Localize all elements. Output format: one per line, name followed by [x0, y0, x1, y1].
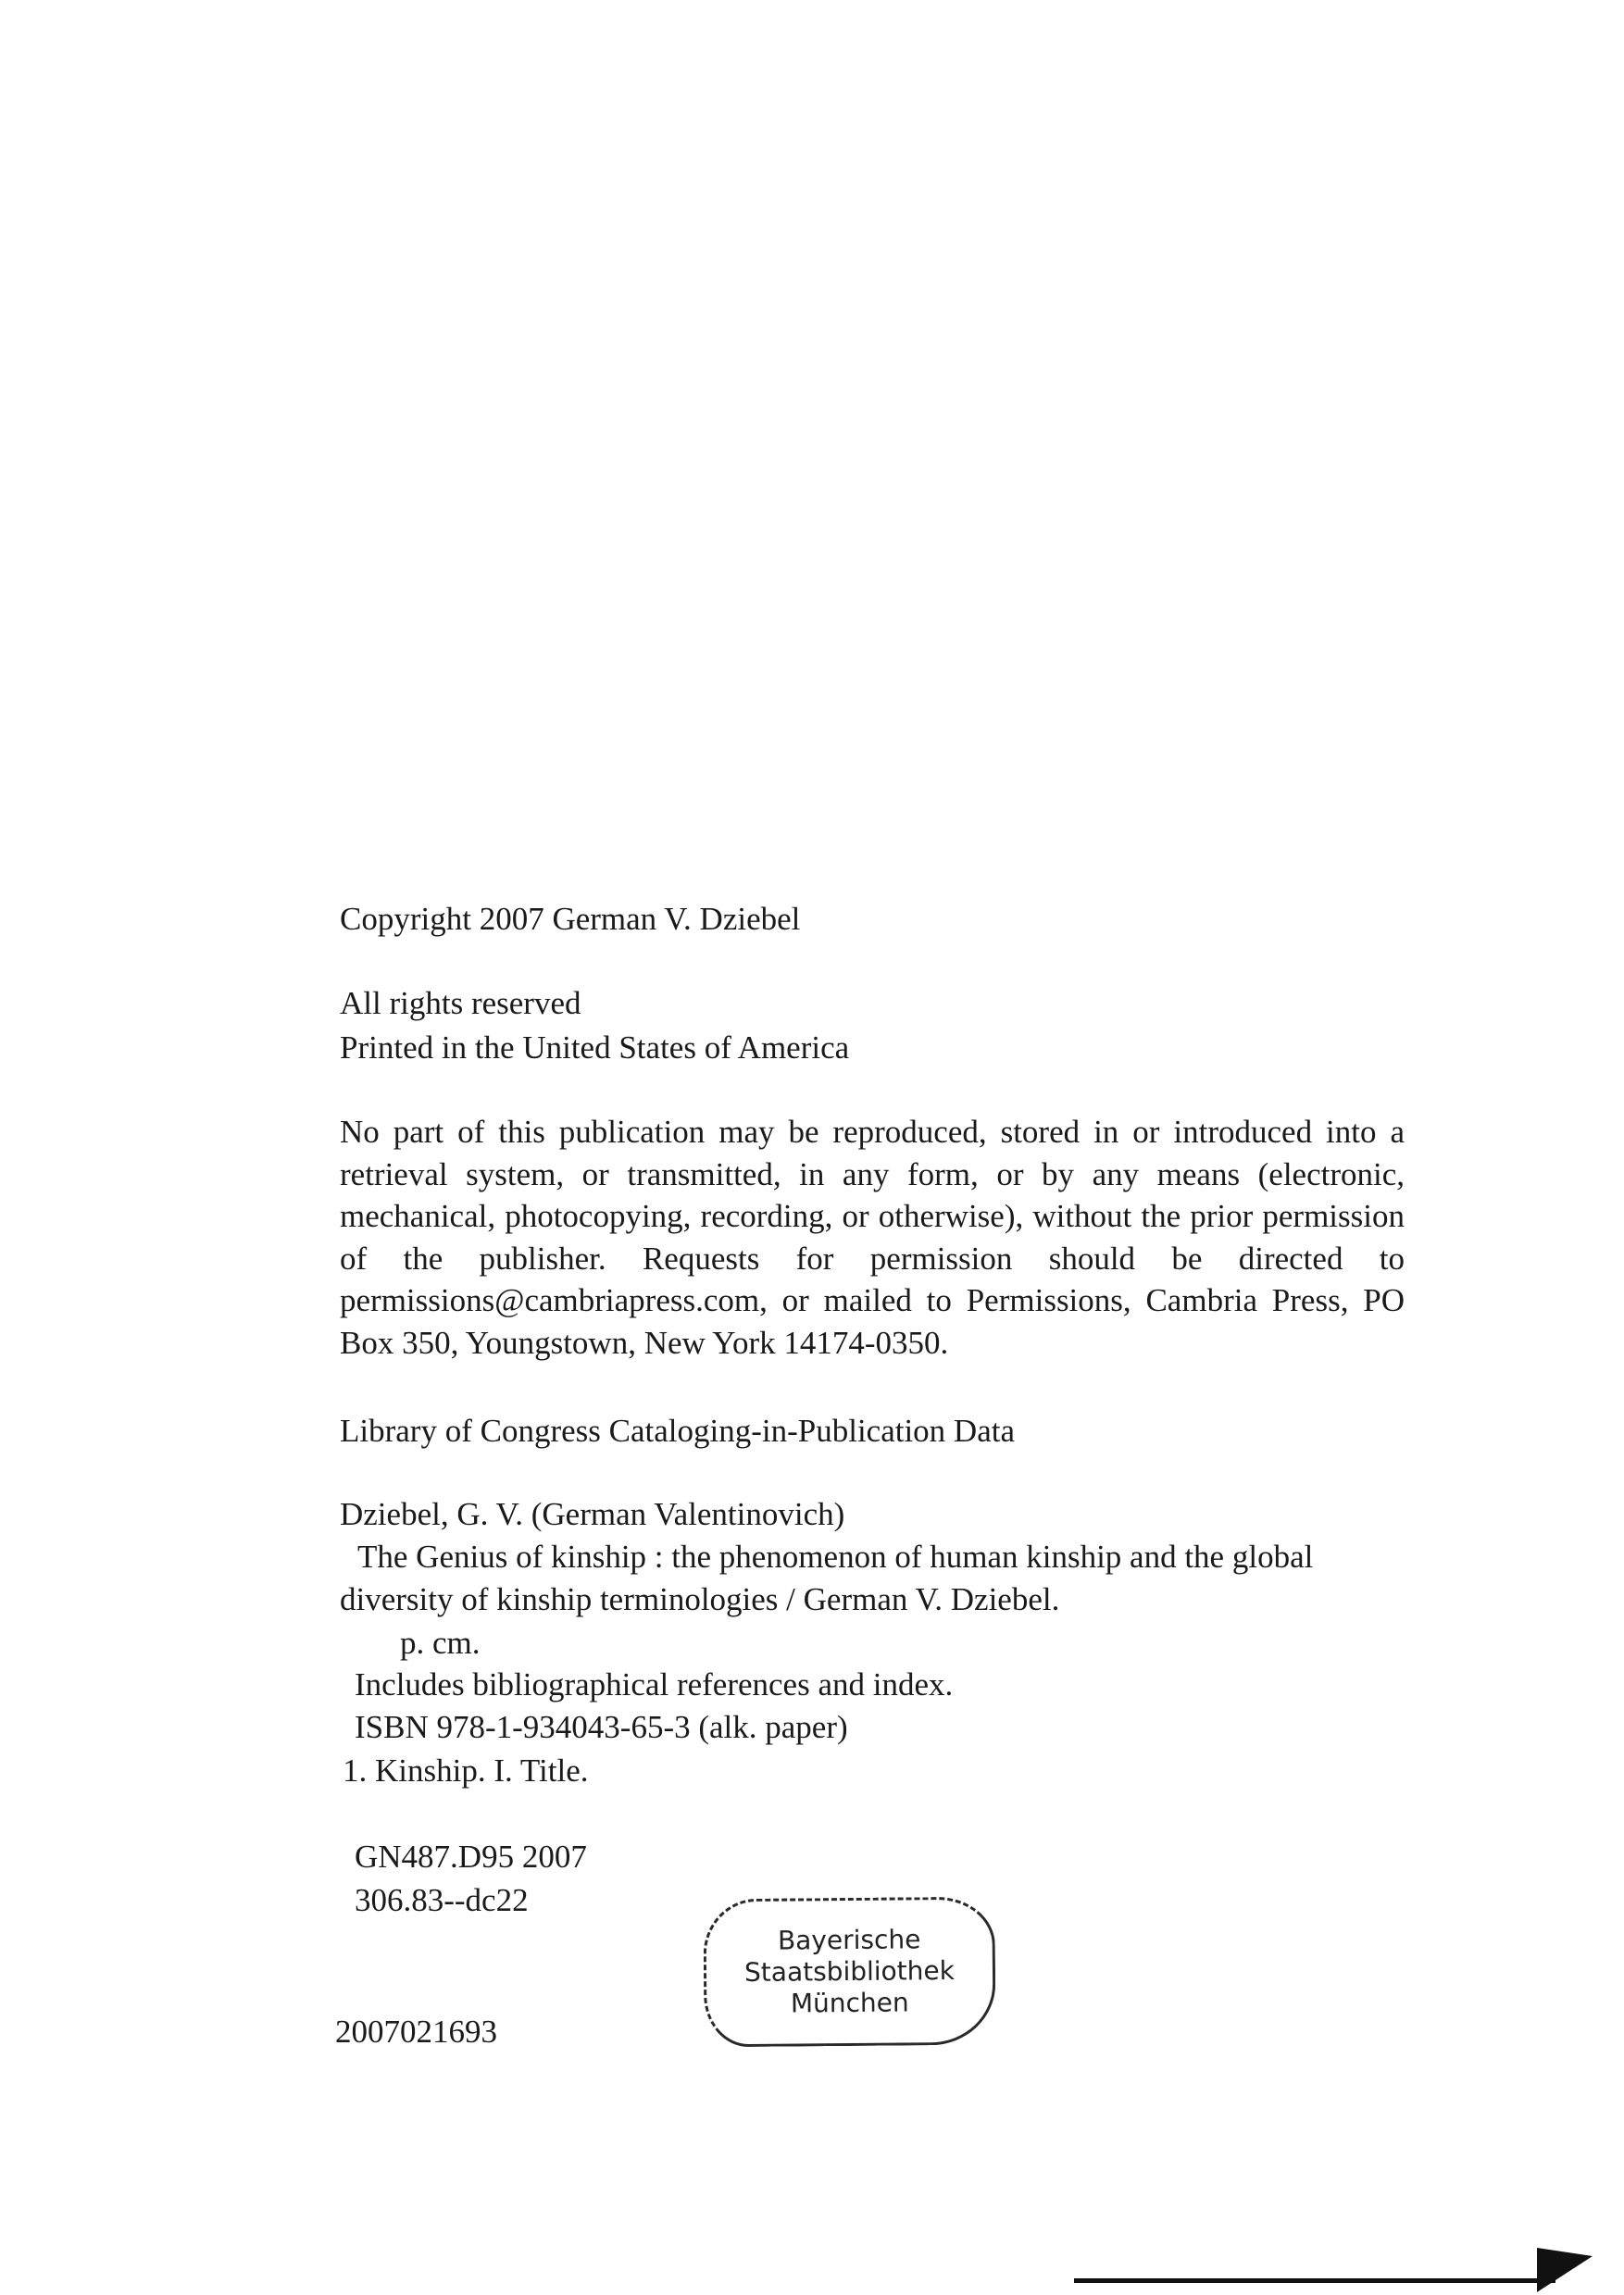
- rights-line: All rights reserved: [340, 985, 581, 1021]
- cip-author: Dziebel, G. V. (German Valentinovich): [340, 1496, 845, 1532]
- cip-pages: p. cm.: [400, 1625, 481, 1661]
- printed-line: Printed in the United States of America: [340, 1029, 850, 1066]
- copyright-line: Copyright 2007 German V. Dziebel: [340, 901, 801, 937]
- stamp-line-1: Bayerische: [777, 1924, 921, 1956]
- cip-lccn: 2007021693: [335, 2014, 497, 2050]
- stamp-line-3: München: [790, 1987, 909, 2019]
- cip-dewey: 306.83--dc22: [355, 1882, 529, 1918]
- cip-subjects: 1. Kinship. I. Title.: [343, 1752, 589, 1789]
- cip-isbn: ISBN 978-1-934043-65-3 (alk. paper): [355, 1709, 848, 1745]
- cip-title-line-2: diversity of kinship terminologies / German V. Dziebel.: [340, 1581, 1060, 1617]
- cip-title-line-1: The Genius of kinship : the phenomenon of human kinship and the global: [357, 1539, 1314, 1575]
- cip-lc-class: GN487.D95 2007: [355, 1839, 587, 1875]
- stamp-line-2: Staatsbibliothek: [743, 1955, 956, 1988]
- arrow-icon: [1537, 2234, 1593, 2292]
- cip-heading: Library of Congress Cataloging-in-Publication Data: [340, 1413, 1016, 1449]
- cip-includes: Includes bibliographical references and index.: [355, 1666, 954, 1703]
- library-stamp: [703, 1897, 995, 2048]
- page-edge-line: [1074, 2278, 1555, 2283]
- permission-notice: No part of this publication may be reproduced, stored in or introduced into a retrieval system, or transmitted, in any form, or by any means (electronic, mechanical, photocopying, recording, or otherwise), without the prior permission of the publisher. Requests for permission should be directed to permissions@cambriapress.com, or mailed to Permissions, Cambria Press, PO Box 350, Youngstown, New York 14174-0350.: [340, 1114, 1405, 1361]
